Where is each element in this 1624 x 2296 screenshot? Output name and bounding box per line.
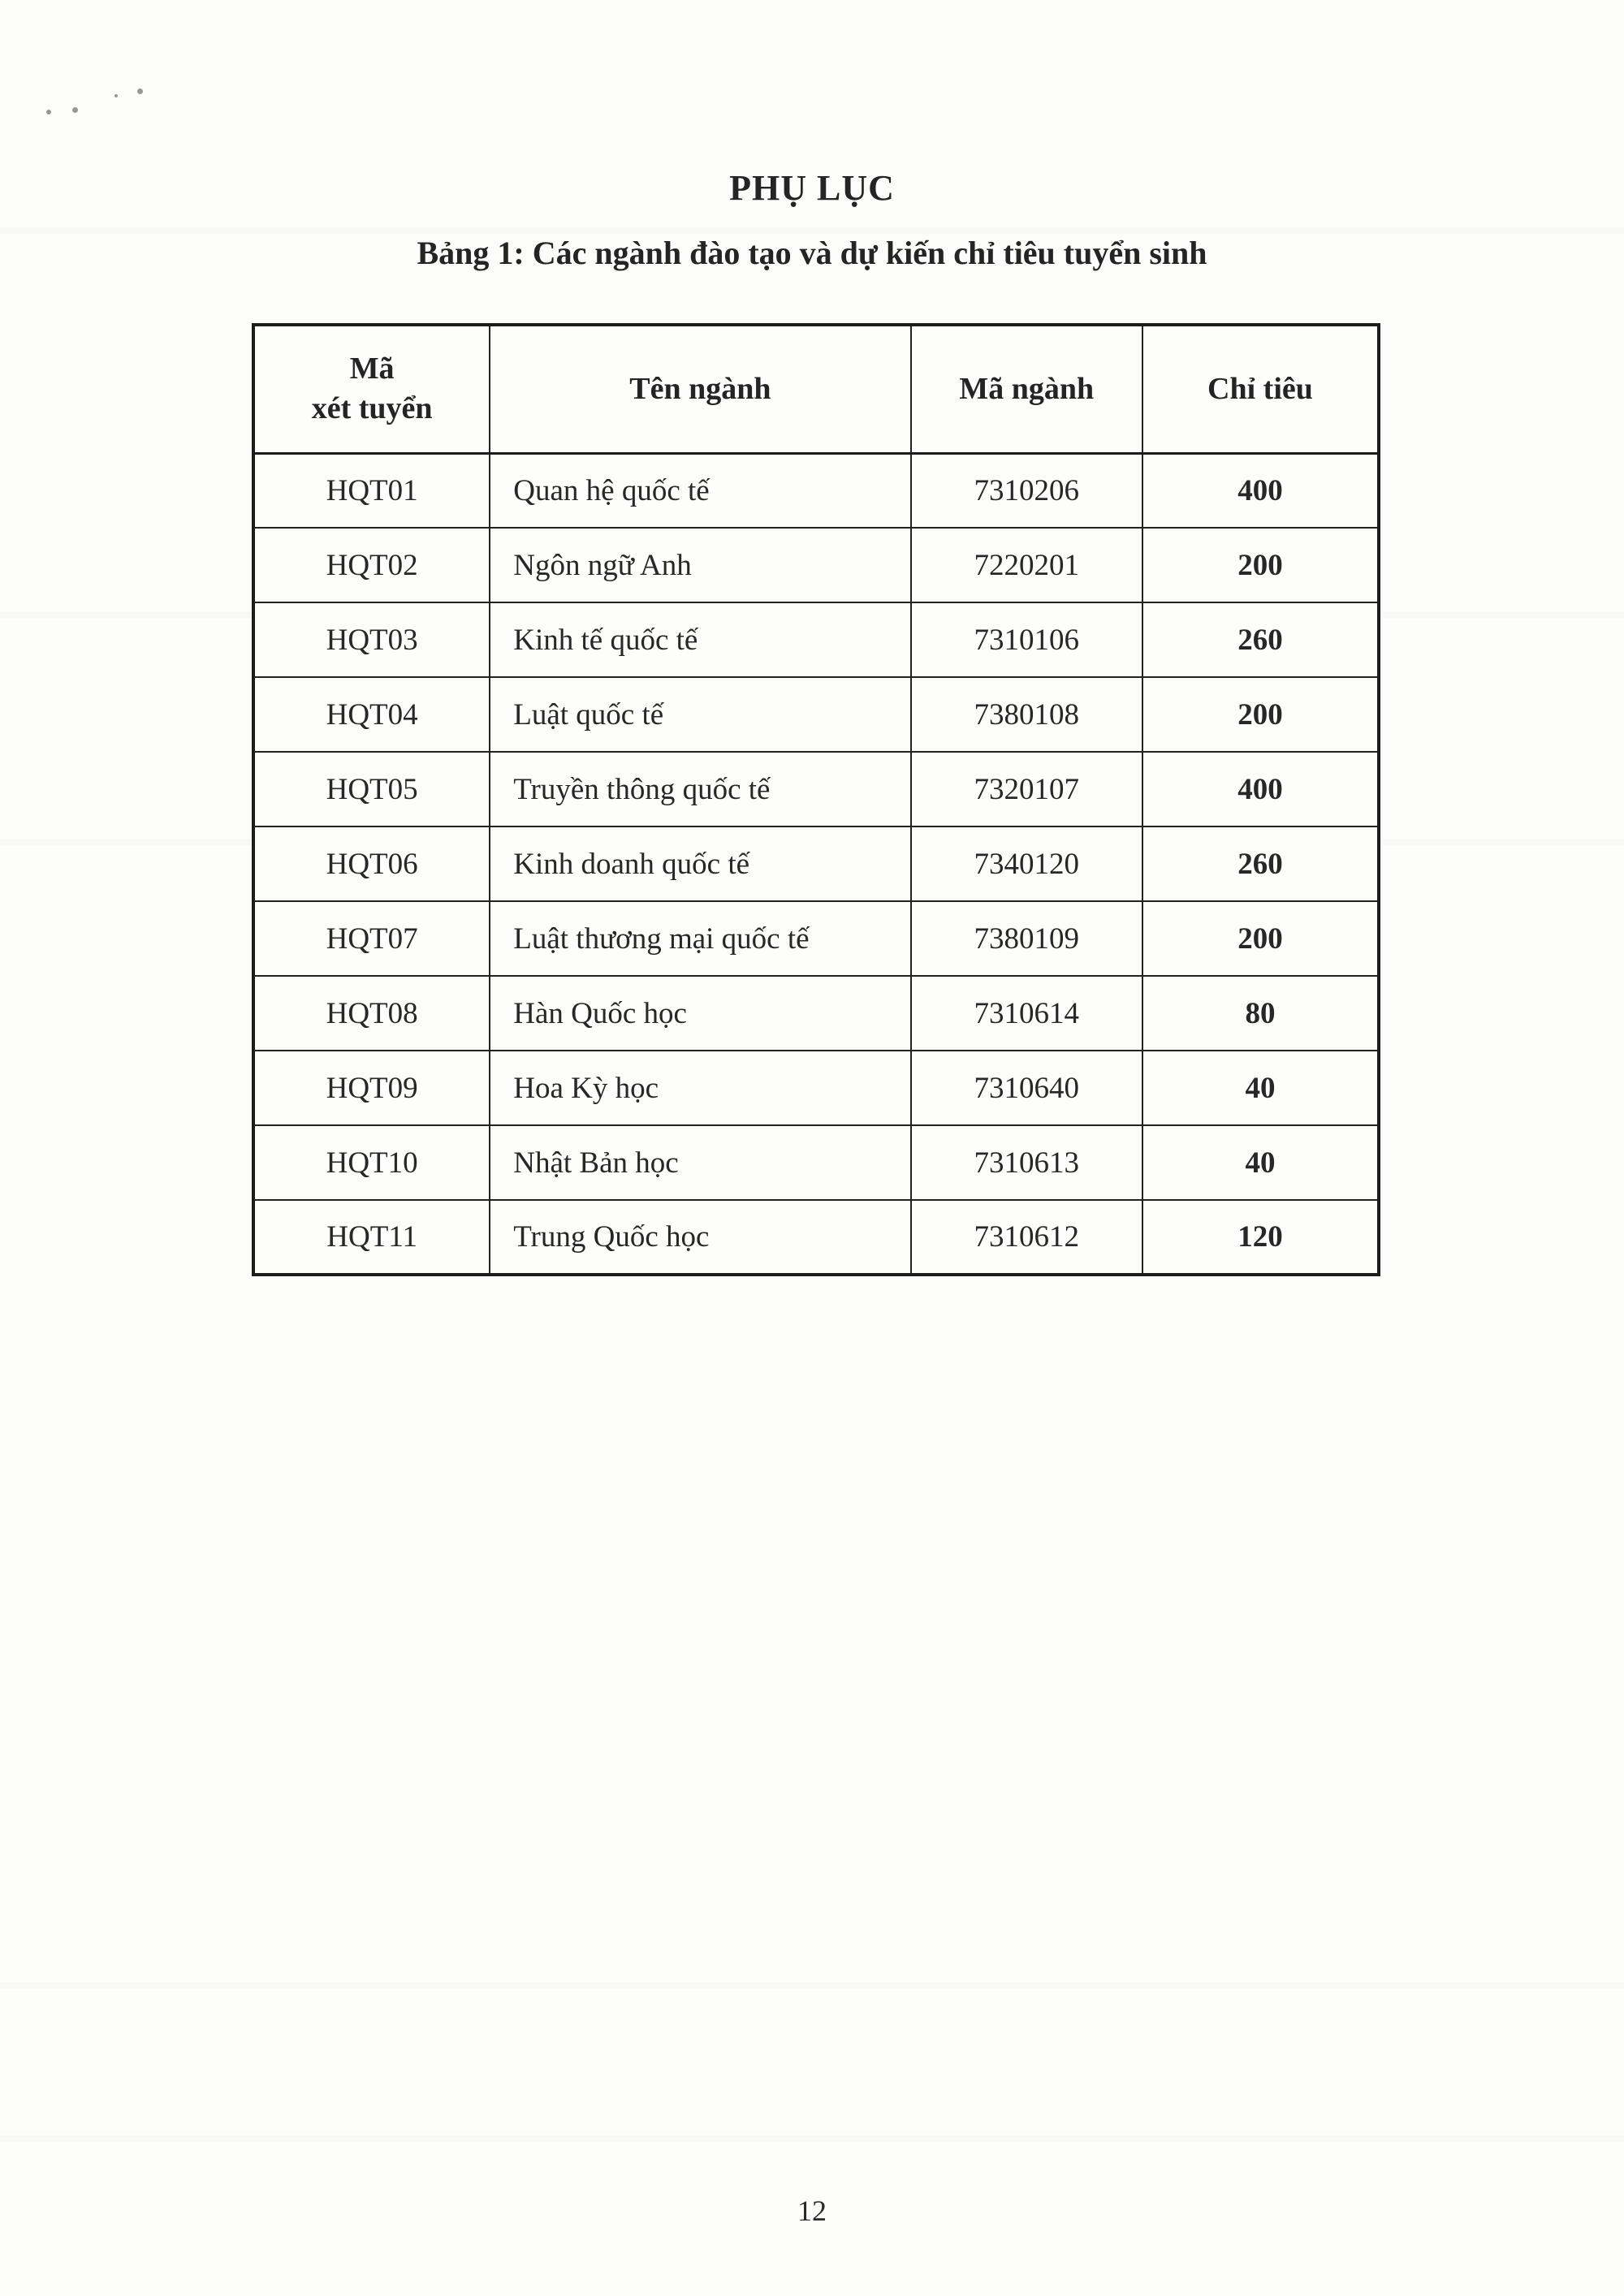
cell-admission-code: HQT01 bbox=[253, 453, 490, 528]
header-admission-code-line1: Mã bbox=[349, 351, 395, 386]
cell-major-name: Truyền thông quốc tế bbox=[490, 752, 910, 826]
table-row bbox=[253, 826, 1379, 901]
cell-major-code: 7310613 bbox=[911, 1125, 1142, 1200]
cell-quota: 200 bbox=[1142, 677, 1379, 752]
cell-admission-code: HQT05 bbox=[253, 752, 490, 826]
cell-quota: 80 bbox=[1142, 976, 1379, 1051]
table-row bbox=[253, 602, 1379, 677]
table-row bbox=[253, 1200, 1379, 1275]
scan-speckle bbox=[137, 88, 143, 94]
cell-admission-code: HQT08 bbox=[253, 976, 490, 1051]
scan-speckle bbox=[46, 110, 51, 114]
cell-quota: 260 bbox=[1142, 826, 1379, 901]
page-title: PHỤ LỤC bbox=[729, 168, 895, 208]
header-major-code: Mã ngành bbox=[911, 325, 1142, 453]
scan-speckle bbox=[72, 107, 78, 113]
table-row bbox=[253, 528, 1379, 602]
cell-major-name: Nhật Bản học bbox=[490, 1125, 910, 1200]
scan-artifact bbox=[0, 1982, 1624, 1988]
header-major-name: Tên ngành bbox=[490, 325, 910, 453]
table-row bbox=[253, 976, 1379, 1051]
cell-major-code: 7310106 bbox=[911, 602, 1142, 677]
cell-admission-code: HQT03 bbox=[253, 602, 490, 677]
cell-major-code: 7310206 bbox=[911, 453, 1142, 528]
cell-quota: 120 bbox=[1142, 1200, 1379, 1275]
cell-quota: 400 bbox=[1142, 453, 1379, 528]
cell-quota: 200 bbox=[1142, 528, 1379, 602]
cell-major-name: Hoa Kỳ học bbox=[490, 1051, 910, 1125]
table-row bbox=[253, 901, 1379, 976]
table-row bbox=[253, 453, 1379, 528]
header-quota: Chỉ tiêu bbox=[1142, 325, 1379, 453]
cell-admission-code: HQT02 bbox=[253, 528, 490, 602]
table-row bbox=[253, 677, 1379, 752]
header-admission-code bbox=[253, 325, 490, 453]
cell-major-name: Trung Quốc học bbox=[490, 1200, 910, 1275]
cell-major-name: Ngôn ngữ Anh bbox=[490, 528, 910, 602]
cell-major-name: Luật thương mại quốc tế bbox=[490, 901, 910, 976]
header-admission-code-line2: xét tuyển bbox=[311, 391, 433, 426]
header-row bbox=[253, 325, 1379, 453]
cell-major-code: 7310640 bbox=[911, 1051, 1142, 1125]
cell-admission-code: HQT10 bbox=[253, 1125, 490, 1200]
scan-speckle bbox=[114, 94, 118, 97]
cell-admission-code: HQT07 bbox=[253, 901, 490, 976]
cell-quota: 200 bbox=[1142, 901, 1379, 976]
cell-admission-code: HQT04 bbox=[253, 677, 490, 752]
scan-artifact bbox=[0, 2135, 1624, 2142]
cell-major-name: Luật quốc tế bbox=[490, 677, 910, 752]
table-row bbox=[253, 1125, 1379, 1200]
cell-major-name: Kinh tế quốc tế bbox=[490, 602, 910, 677]
cell-major-name: Kinh doanh quốc tế bbox=[490, 826, 910, 901]
cell-major-code: 7310612 bbox=[911, 1200, 1142, 1275]
scan-artifact bbox=[0, 227, 1624, 234]
cell-admission-code: HQT09 bbox=[253, 1051, 490, 1125]
cell-major-code: 7310614 bbox=[911, 976, 1142, 1051]
cell-major-code: 7340120 bbox=[911, 826, 1142, 901]
table-body bbox=[253, 453, 1379, 1275]
cell-major-code: 7380108 bbox=[911, 677, 1142, 752]
cell-major-code: 7380109 bbox=[911, 901, 1142, 976]
cell-major-code: 7320107 bbox=[911, 752, 1142, 826]
page-number: 12 bbox=[797, 2195, 827, 2227]
table-row bbox=[253, 752, 1379, 826]
table-caption: Bảng 1: Các ngành đào tạo và dự kiến chỉ tiêu tuyển sinh bbox=[417, 235, 1207, 271]
cell-admission-code: HQT11 bbox=[253, 1200, 490, 1275]
cell-major-name: Quan hệ quốc tế bbox=[490, 453, 910, 528]
cell-admission-code: HQT06 bbox=[253, 826, 490, 901]
cell-quota: 400 bbox=[1142, 752, 1379, 826]
table-row bbox=[253, 1051, 1379, 1125]
cell-quota: 40 bbox=[1142, 1125, 1379, 1200]
cell-major-code: 7220201 bbox=[911, 528, 1142, 602]
cell-major-name: Hàn Quốc học bbox=[490, 976, 910, 1051]
admission-quota-table bbox=[252, 323, 1380, 1276]
cell-quota: 40 bbox=[1142, 1051, 1379, 1125]
cell-quota: 260 bbox=[1142, 602, 1379, 677]
table-header bbox=[253, 325, 1379, 453]
